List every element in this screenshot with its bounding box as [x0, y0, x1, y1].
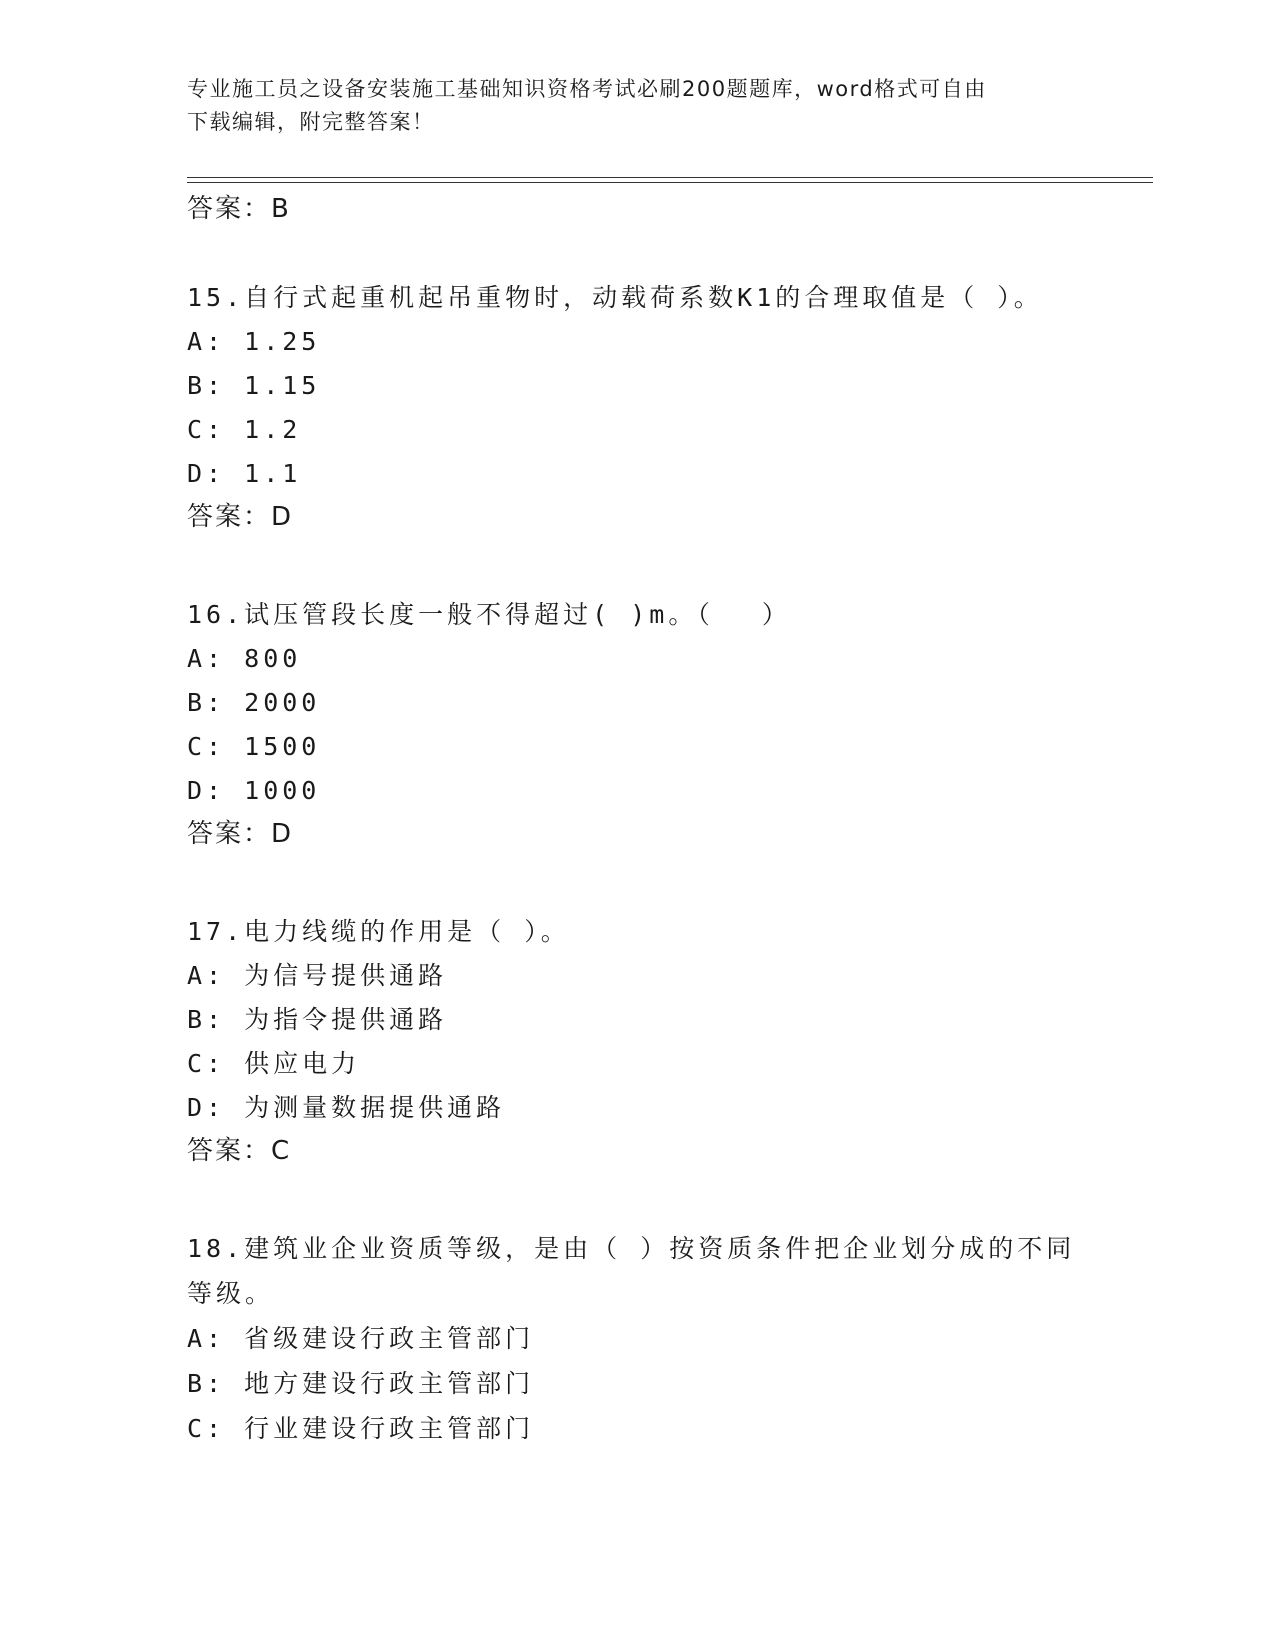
question-17-option-d: D: 为测量数据提供通路 — [187, 1093, 506, 1122]
question-15-stem: 15.自行式起重机起吊重物时，动载荷系数K1的合理取值是（ ）。 — [187, 283, 1043, 312]
header-line-2: 下载编辑，附完整答案！ — [187, 110, 435, 134]
header-line-1: 专业施工员之设备安装施工基础知识资格考试必刷200题题库，word格式可自由 — [187, 77, 987, 101]
question-17-option-c: C: 供应电力 — [187, 1049, 361, 1078]
question-15-answer: 答案：D — [187, 502, 294, 532]
question-18-stem-line-2: 等级。 — [187, 1279, 275, 1308]
question-15-option-c: C: 1.2 — [187, 415, 302, 444]
question-17-option-a: A: 为信号提供通路 — [187, 961, 448, 990]
question-18-option-c: C: 行业建设行政主管部门 — [187, 1414, 535, 1443]
question-18-stem-line-1: 18.建筑业企业资质等级，是由（ ）按资质条件把企业划分成的不同 — [187, 1234, 1076, 1263]
previous-answer: 答案：B — [187, 194, 291, 224]
question-17-answer: 答案：C — [187, 1136, 292, 1166]
question-16-stem: 16.试压管段长度一般不得超过( )m。（ ） — [187, 600, 791, 629]
document-header — [187, 73, 1087, 139]
question-18-option-b: B: 地方建设行政主管部门 — [187, 1369, 535, 1398]
question-15-option-a: A: 1.25 — [187, 327, 321, 356]
question-17-stem: 17.电力线缆的作用是（ ）。 — [187, 917, 570, 946]
question-16-option-a: A: 800 — [187, 644, 302, 673]
question-16-answer: 答案：D — [187, 819, 294, 849]
question-16-option-c: C: 1500 — [187, 732, 321, 761]
question-15-option-d: D: 1.1 — [187, 459, 302, 488]
question-16-option-d: D: 1000 — [187, 776, 321, 805]
question-18-option-a: A: 省级建设行政主管部门 — [187, 1324, 535, 1353]
question-16-option-b: B: 2000 — [187, 688, 321, 717]
header-divider-bottom — [187, 182, 1153, 183]
question-17-option-b: B: 为指令提供通路 — [187, 1005, 448, 1034]
header-divider-top — [187, 177, 1153, 178]
question-15-option-b: B: 1.15 — [187, 371, 321, 400]
